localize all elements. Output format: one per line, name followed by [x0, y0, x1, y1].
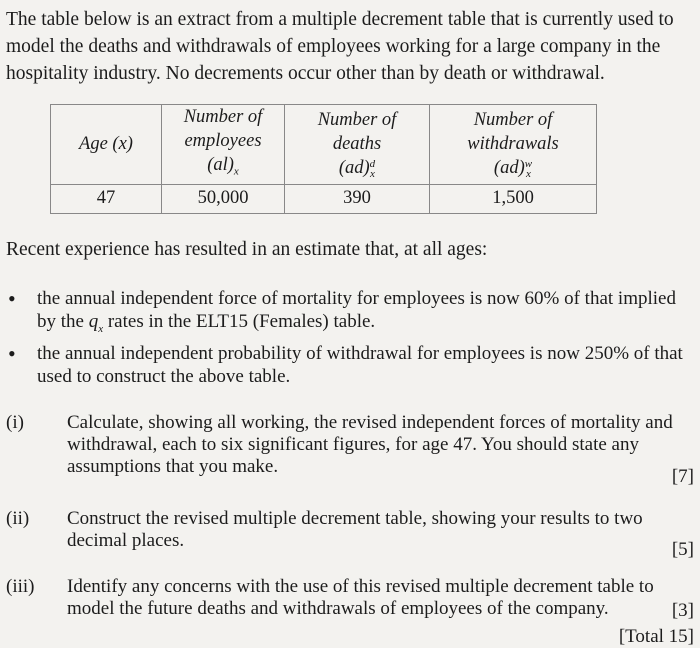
recent-experience-text: Recent experience has resulted in an estimate that, at all ages: — [6, 239, 488, 260]
question-text-iii: Identify any concerns with the use of this revised multiple decrement table to model the future deaths and withdrawals of employees of the company. — [67, 576, 654, 619]
header-withdrawals: Number of withdrawals (ad) w x — [430, 105, 597, 185]
question-mark-iii: [3] — [671, 600, 694, 621]
question-text-i: Calculate, showing all working, the revised independent forces of mortality and withdrawal, each to six significant figures, for age 47. You should state any assumptions that you make. — [67, 412, 673, 477]
cell-employees: 50,000 — [162, 184, 285, 213]
table-row — [51, 184, 597, 213]
total-marks: [Total 15] — [618, 626, 694, 647]
table-header-row — [51, 105, 597, 185]
question-number-i: (i) — [6, 412, 24, 433]
bullet-withdrawal: the annual independent probability of withdrawal for employees is now 250% of that used to construct the above table. — [37, 343, 683, 387]
header-age: Age (x) — [51, 105, 162, 185]
intro-paragraph: The table below is an extract from a multiple decrement table that is currently used to model the deaths and withdrawals of employees working for a large company in the hospitality industry. No decrements occur other than by death or withdrawal. — [6, 9, 674, 84]
cell-age: 47 — [51, 184, 162, 213]
header-deaths: Number of deaths (ad) d x — [285, 105, 430, 185]
question-mark-i: [7] — [671, 466, 694, 487]
question-mark-ii: [5] — [671, 539, 694, 560]
bullet-dot-2: • — [8, 341, 16, 366]
bullet-dot-1: • — [8, 286, 16, 311]
question-number-iii: (iii) — [6, 576, 35, 597]
question-number-ii: (ii) — [6, 508, 30, 529]
decrement-table — [50, 104, 597, 214]
cell-deaths: 390 — [285, 184, 430, 213]
header-employees: Number of employees $(al)_x$ — [162, 105, 285, 185]
question-text-ii: Construct the revised multiple decrement table, showing your results to two decimal places. — [67, 508, 643, 551]
bullet-mortality: the annual independent force of mortality for employees is now 60% of that implied by the $q_x$ rates in the ELT15 (Females) table. — [37, 288, 676, 335]
cell-withdrawals: 1,500 — [430, 184, 597, 213]
